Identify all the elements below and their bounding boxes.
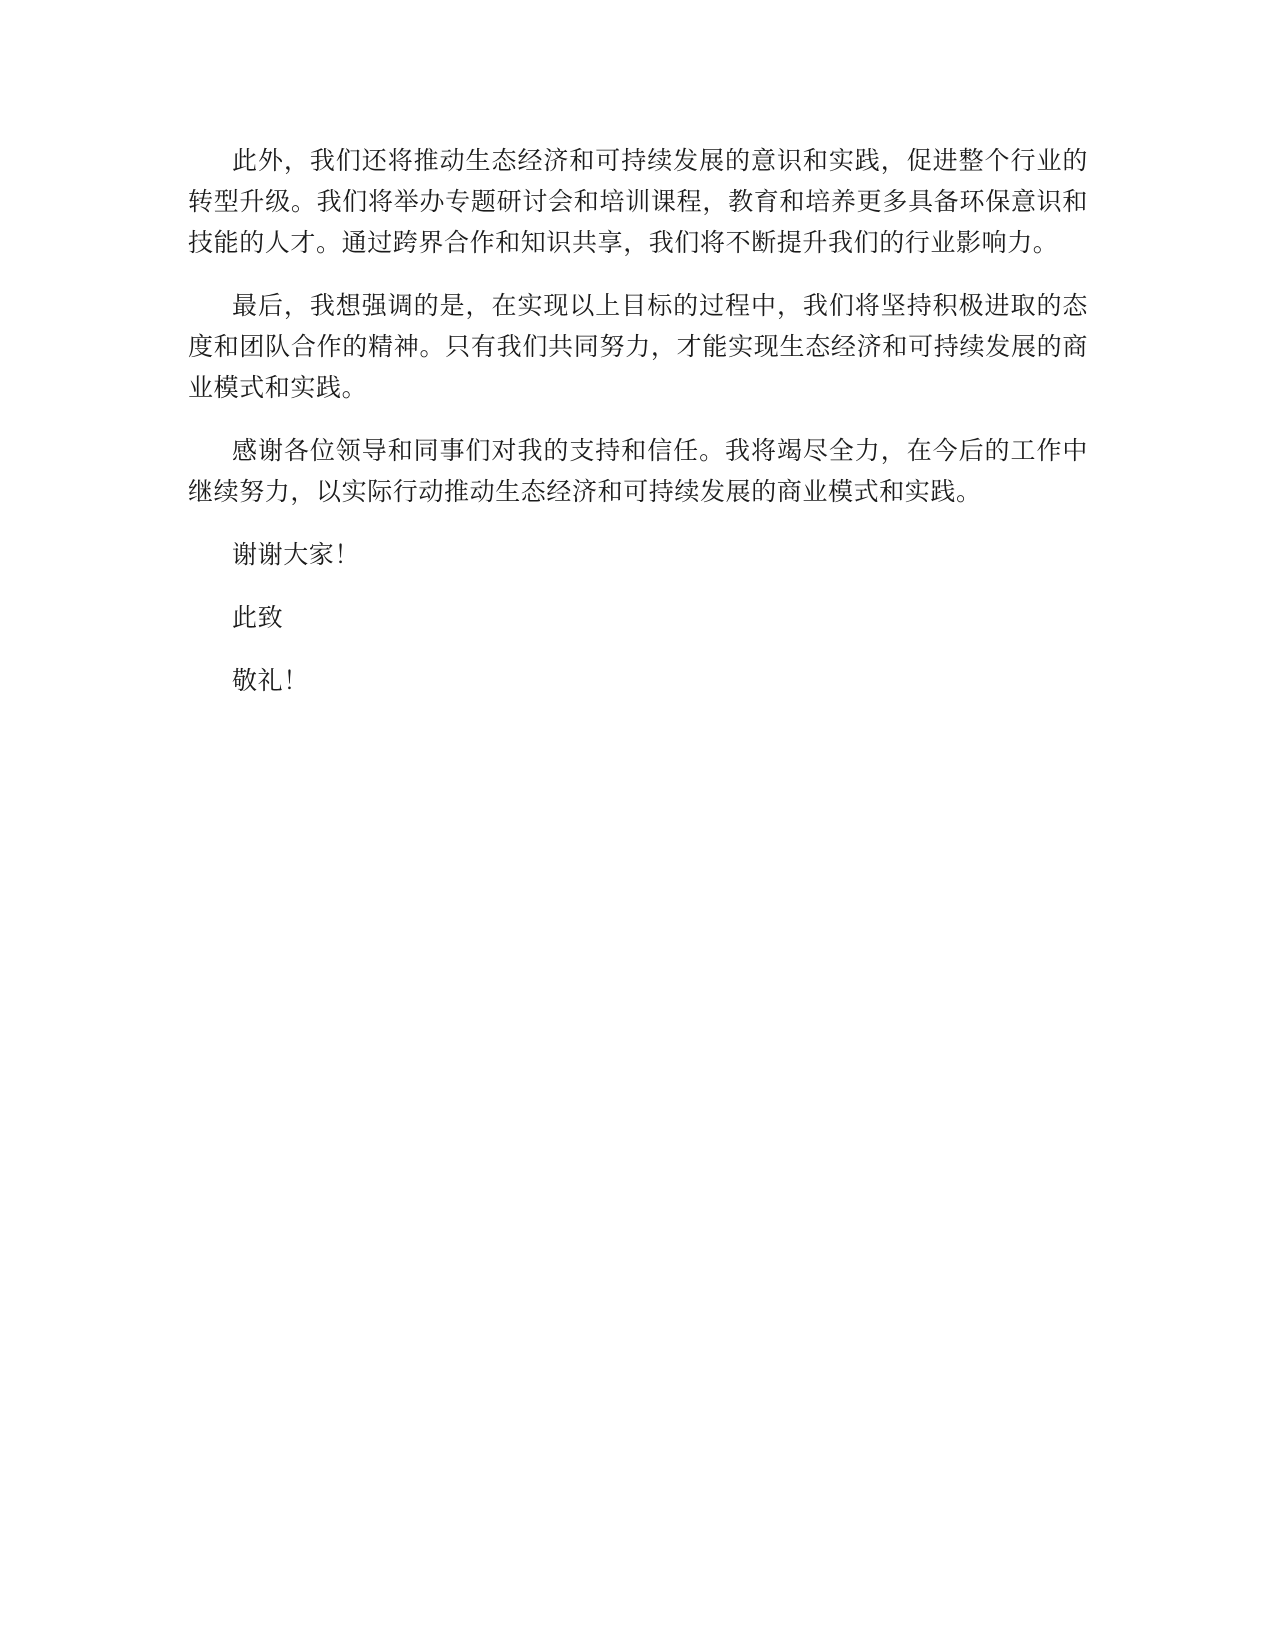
paragraph-promotion: 此外，我们还将推动生态经济和可持续发展的意识和实践，促进整个行业的转型升级。我们将举办专题研讨会和培训课程，教育和培养更多具备环保意识和技能的人才。通过跨界合作和知识共享，我们将不断提升我们的行业影响力。 bbox=[188, 146, 1088, 257]
paragraph-emphasis: 最后，我想强调的是，在实现以上目标的过程中，我们将坚持积极进取的态度和团队合作的精神。只有我们共同努力，才能实现生态经济和可持续发展的商业模式和实践。 bbox=[188, 291, 1088, 402]
closing-regards: 敬礼！ bbox=[232, 666, 309, 695]
document-body bbox=[188, 140, 1088, 723]
closing-thanks: 谢谢大家！ bbox=[232, 540, 361, 569]
closing-salutation: 此致 bbox=[232, 603, 284, 632]
paragraph-gratitude: 感谢各位领导和同事们对我的支持和信任。我将竭尽全力，在今后的工作中继续努力，以实际行动推动生态经济和可持续发展的商业模式和实践。 bbox=[188, 436, 1088, 506]
